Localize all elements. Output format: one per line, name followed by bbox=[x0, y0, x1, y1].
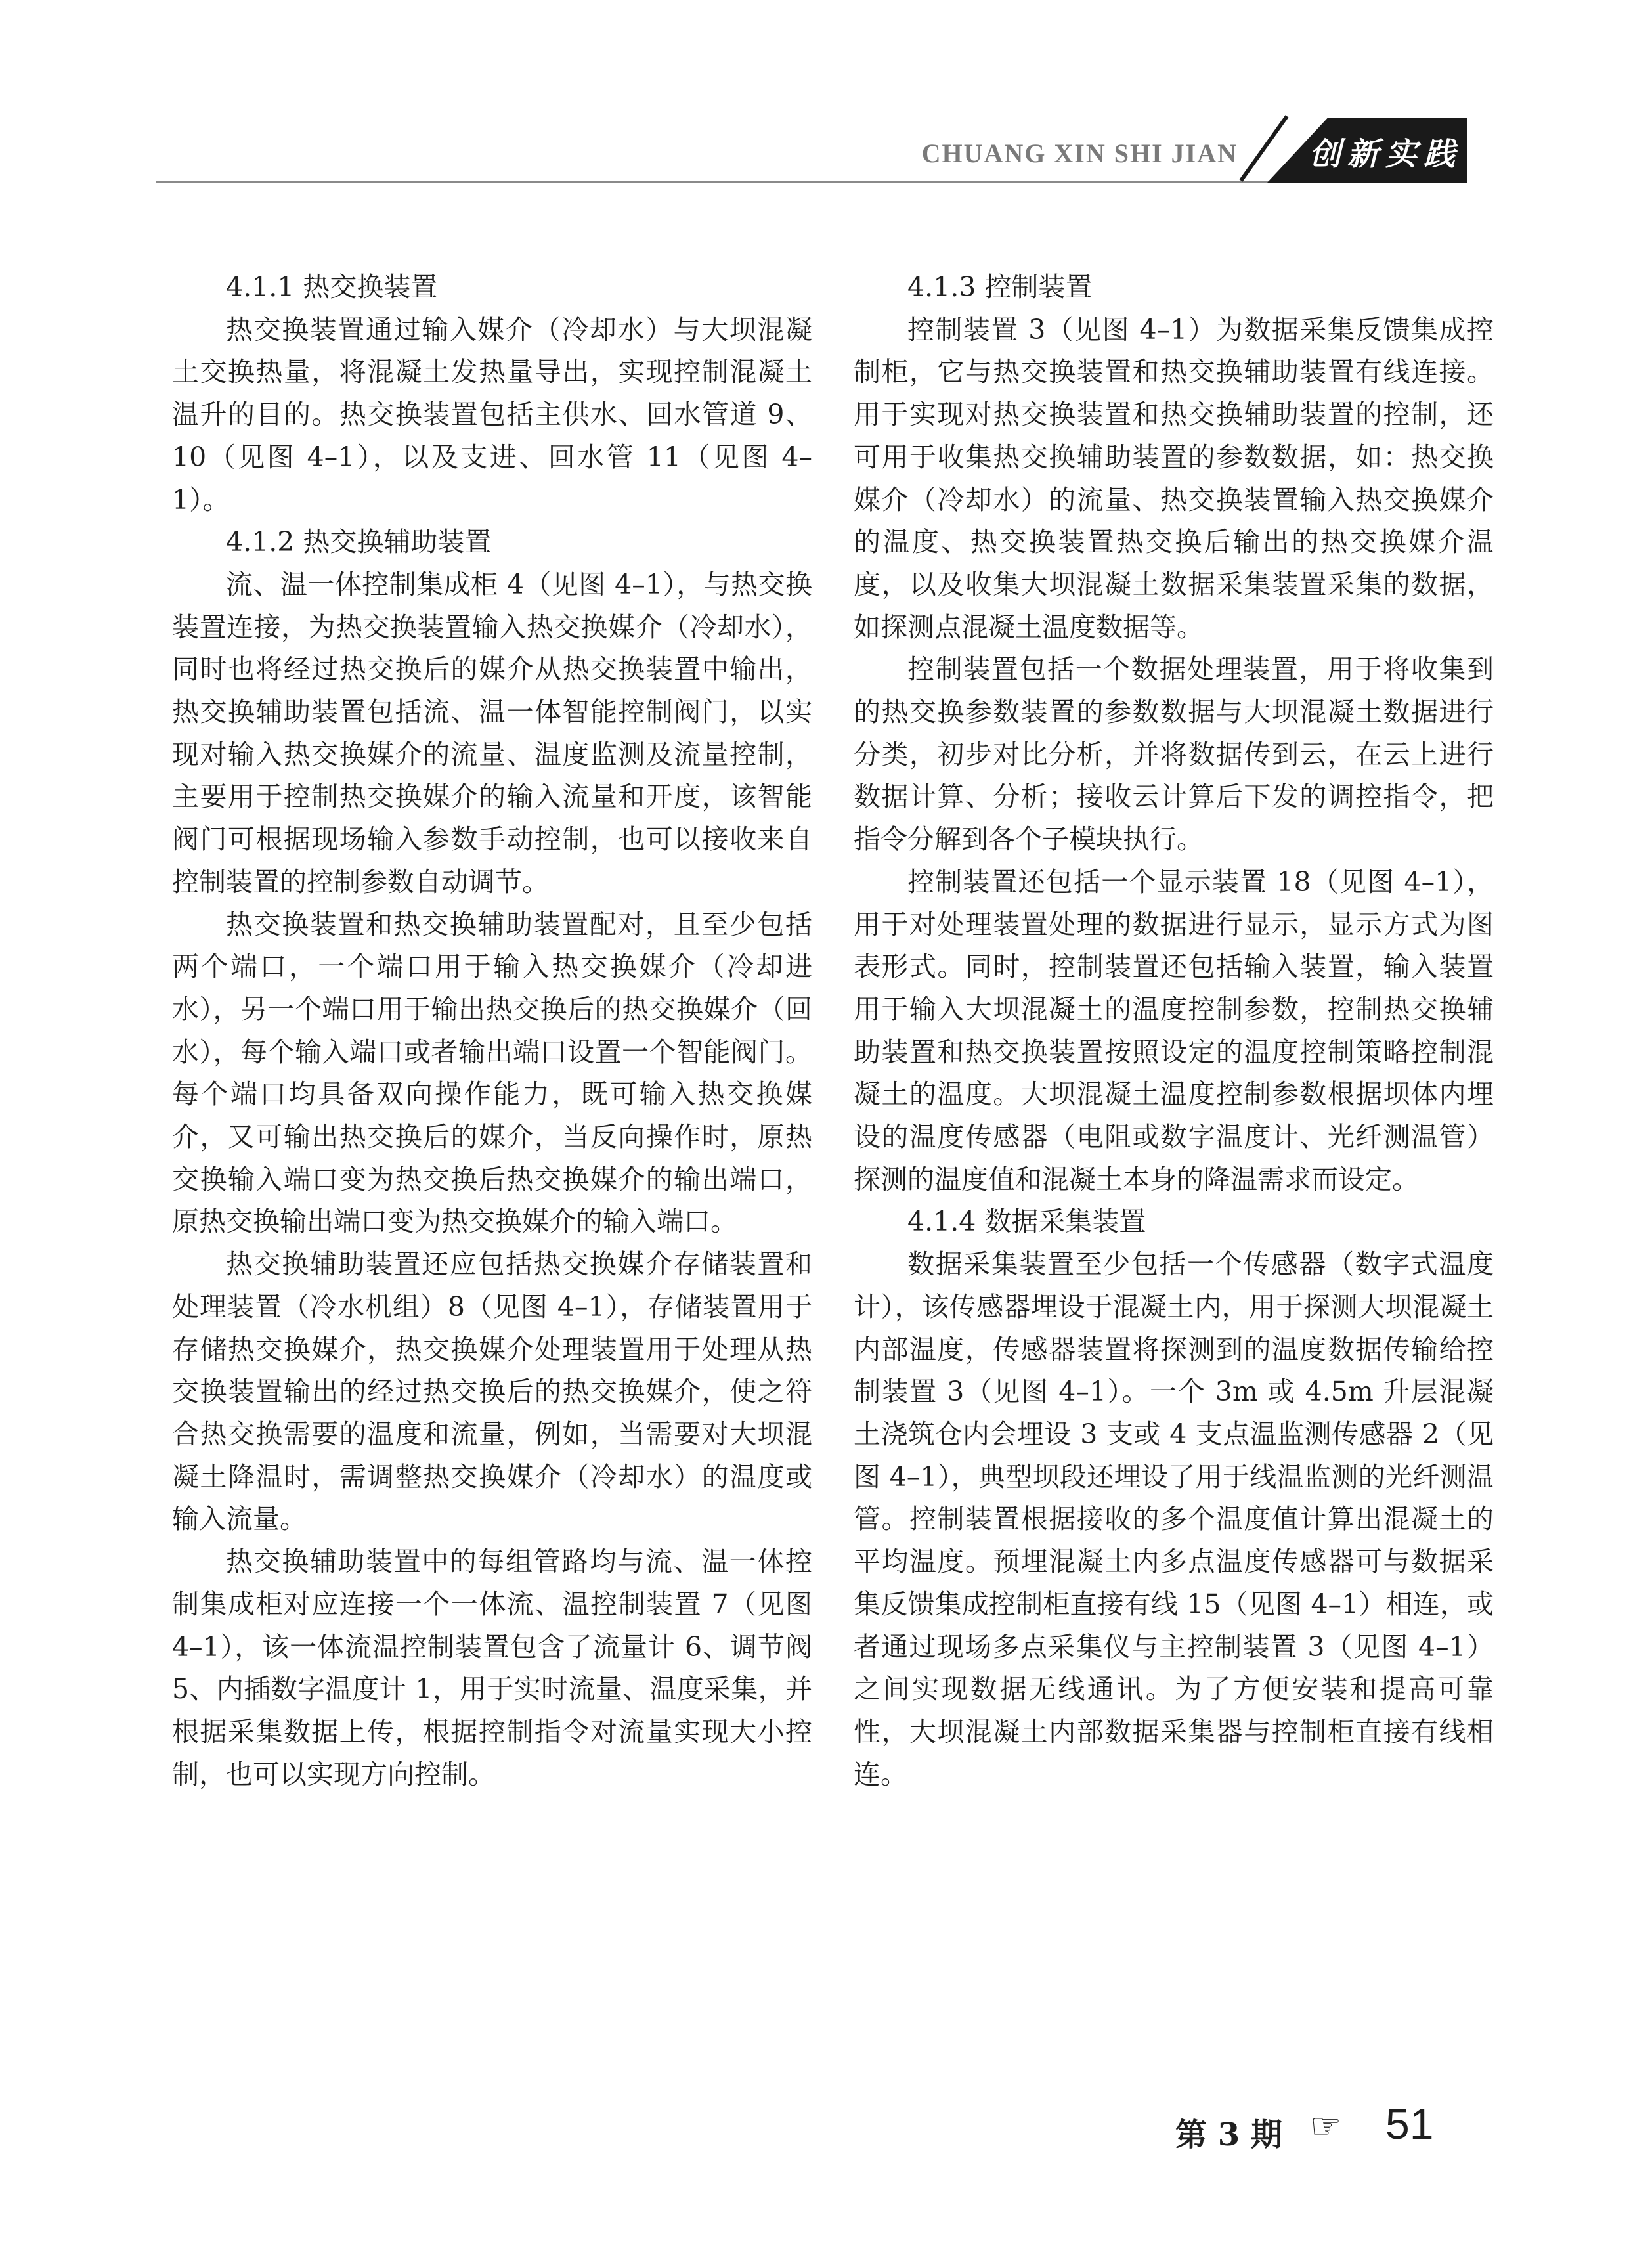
section-heading: 4.1.1 热交换装置 bbox=[226, 271, 438, 303]
paragraph: 控制装置包括一个数据处理装置，用于将收集到的热交换参数装置的参数数据与大坝混凝土数据进行分类，初步对比分析，并将数据传到云，在云上进行数据计算、分析；接收云计算后下发的调控指令，把指令分解到各个子模块执行。 bbox=[854, 653, 1494, 856]
header-rule bbox=[156, 181, 1417, 183]
paragraph: 热交换辅助装置中的每组管路均与流、温一体控制集成柜对应连接一个一体流、温控制装置 7（见图 4–1），该一体流温控制装置包含了流量计 6、调节阀 5、内插数字温度计 1，用于实时流量、温度采集，并根据采集数据上传，根据控制指令对流量实现大小控制，也可以实现方向控制。 bbox=[172, 1546, 812, 1790]
paragraph: 控制装置还包括一个显示装置 18（见图 4–1），用于对处理装置处理的数据进行显示，显示方式为图表形式。同时，控制装置还包括输入装置，输入装置用于输入大坝混凝土的温度控制参数，控制热交换辅助装置和热交换装置按照设定的温度控制策略控制混凝土的温度。大坝混凝土温度控制参数根据坝体内埋设的温度传感器（电阻或数字温度计、光纤测温管）探测的温度值和混凝土本身的降温需求而设定。 bbox=[854, 866, 1494, 1195]
section-heading: 4.1.2 热交换辅助装置 bbox=[226, 526, 492, 558]
paragraph: 热交换装置通过输入媒介（冷却水）与大坝混凝土交换热量，将混凝土发热量导出，实现控制混凝土温升的目的。热交换装置包括主供水、回水管道 9、10（见图 4–1），以及支进、回水管 11（见图 4–1）。 bbox=[172, 313, 812, 515]
issue-number: 第 3 期 bbox=[1175, 2116, 1282, 2153]
page-number: 51 bbox=[1385, 2099, 1434, 2148]
section-heading: 4.1.4 数据采集装置 bbox=[907, 1206, 1146, 1238]
paragraph: 热交换辅助装置还应包括热交换媒介存储装置和处理装置（冷水机组）8（见图 4–1），存储装置用于存储热交换媒介，热交换媒介处理装置用于处理从热交换装置输出的经过热交换后的热交换媒介，使之符合热交换需要的温度和流量，例如，当需要对大坝混凝土降温时，需调整热交换媒介（冷却水）的温度或输入流量。 bbox=[172, 1248, 812, 1535]
paragraph: 热交换装置和热交换辅助装置配对，且至少包括两个端口，一个端口用于输入热交换媒介（冷却进水），另一个端口用于输出热交换后的热交换媒介（回水），每个输入端口或者输出端口设置一个智能阀门。每个端口均具备双向操作能力，既可输入热交换媒介，又可输出热交换后的媒介，当反向操作时，原热交换输入端口变为热交换后热交换媒介的输出端口，原热交换输出端口变为热交换媒介的输入端口。 bbox=[172, 908, 812, 1238]
paragraph: 控制装置 3（见图 4–1）为数据采集反馈集成控制柜，它与热交换装置和热交换辅助装置有线连接。用于实现对热交换装置和热交换辅助装置的控制，还可用于收集热交换辅助装置的参数数据，如：热交换媒介（冷却水）的流量、热交换装置输入热交换媒介的温度、热交换装置热交换后输出的热交换媒介温度，以及收集大坝混凝土数据采集装置采集的数据，如探测点混凝土温度数据等。 bbox=[854, 313, 1494, 643]
paragraph: 数据采集装置至少包括一个传感器（数字式温度计），该传感器埋设于混凝土内，用于探测大坝混凝土内部温度，传感器装置将探测到的温度数据传输给控制装置 3（见图 4–1）。一个 3m 或 4.5m 升层混凝土浇筑仓内会埋设 3 支或 4 支点温监测传感器 2（见图 4–1），典型坝段还埋设了用于线温监测的光纤测温管。控制装置根据接收的多个温度值计算出混凝土的平均温度。预埋混凝土内多点温度传感器可与数据采集反馈集成控制柜直接有线 15（见图 4–1）相连，或者通过现场多点采集仪与主控制装置 3（见图 4–1）之间实现数据无线通讯。为了方便安装和提高可靠性，大坝混凝土内部数据采集器与控制柜直接有线相连。 bbox=[854, 1248, 1494, 1790]
journal-section-english: CHUANG XIN SHI JIAN bbox=[921, 139, 1238, 168]
left-text-column bbox=[172, 266, 812, 1795]
right-text-column bbox=[854, 266, 1494, 1795]
section-heading: 4.1.3 控制装置 bbox=[907, 271, 1093, 303]
section-badge-title: 创新实践 bbox=[1309, 136, 1462, 173]
pointing-hand-icon: ☞ bbox=[1310, 2105, 1342, 2147]
paragraph: 流、温一体控制集成柜 4（见图 4–1），与热交换装置连接，为热交换装置输入热交换媒介（冷却水），同时也将经过热交换后的媒介从热交换装置中输出，热交换辅助装置包括流、温一体智能控制阀门，以实现对输入热交换媒介的流量、温度监测及流量控制，主要用于控制热交换媒介的输入流量和开度，该智能阀门可根据现场输入参数手动控制，也可以接收来自控制装置的控制参数自动调节。 bbox=[172, 568, 812, 898]
